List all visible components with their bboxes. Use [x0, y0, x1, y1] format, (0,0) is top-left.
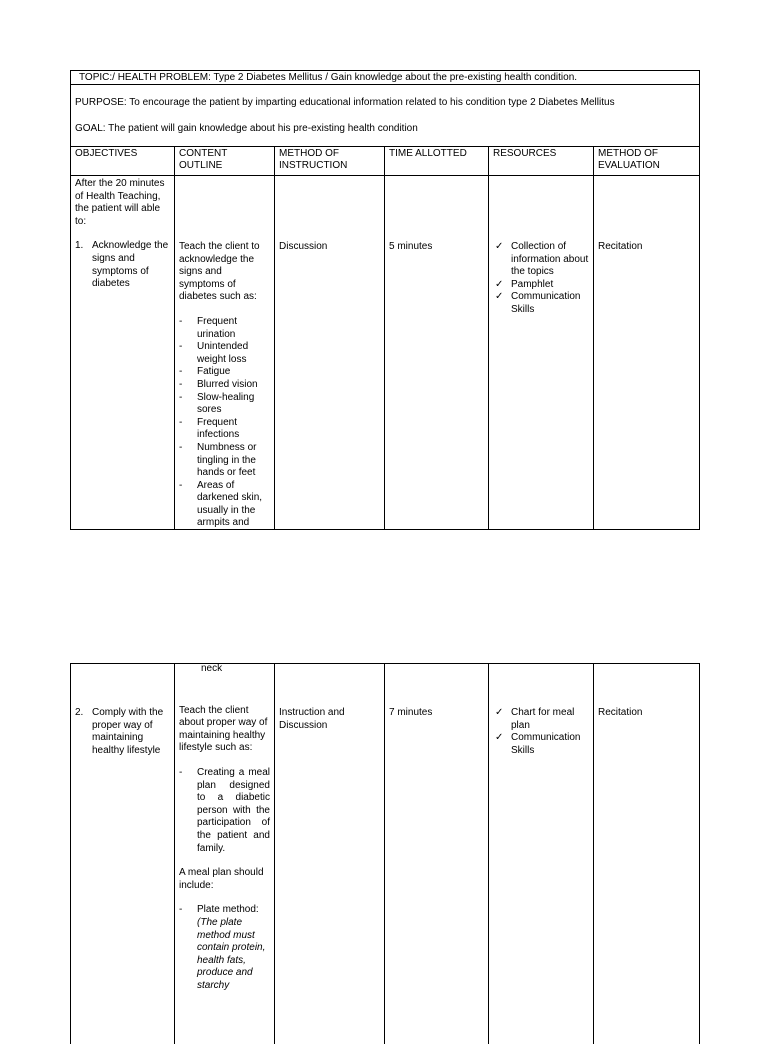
column-header-row	[71, 147, 699, 176]
col-header-method-of-instruction: METHOD OF INSTRUCTION	[275, 147, 385, 175]
evaluation-cell	[594, 176, 699, 529]
list-item: ✓ Chart for meal plan	[495, 707, 575, 731]
list-item: ✓ Collection of information about the topics	[495, 241, 589, 278]
time-cell	[385, 664, 489, 1044]
list-item: - Blurred vision	[179, 378, 258, 390]
check-icon: ✓	[495, 278, 504, 290]
col-header-objectives: OBJECTIVES	[71, 147, 175, 175]
objectives-cell	[71, 176, 175, 529]
lesson-plan-table-part-2	[70, 663, 700, 1044]
content-intro: Teach the client to acknowledge the signs and symptoms of diabetes such as:	[179, 241, 260, 303]
table-row	[71, 664, 699, 1044]
list-item: - Frequent urination	[179, 315, 238, 340]
list-item: - Numbness or tingling in the hands or feet	[179, 441, 257, 479]
method-cell	[275, 664, 385, 1044]
list-item: - Fatigue	[179, 366, 231, 378]
resources-list	[493, 241, 589, 317]
check-icon: ✓	[495, 707, 504, 718]
objective-text: Comply with the proper way of maintaining healthy lifestyle	[92, 707, 164, 756]
plate-method-note: (The plate method must contain protein, health fats, produce and starchy	[197, 916, 266, 991]
objective-item	[75, 707, 170, 757]
meal-plan-list	[179, 904, 270, 992]
objective-number: 2.	[75, 707, 84, 718]
topic-line: TOPIC:/ HEALTH PROBLEM: Type 2 Diabetes Mellitus / Gain knowledge about the pre-existing health condition.	[71, 71, 699, 85]
time-text: 5 minutes	[389, 241, 433, 252]
list-item: - Creating a meal plan designed to a diabetic person with the participation of the patient and family.	[179, 766, 270, 854]
list-item: - Frequent infections	[179, 416, 240, 441]
list-item: - Plate method: (The plate method must contain protein, health fats, produce and starchy	[179, 904, 266, 991]
resources-cell	[489, 664, 594, 1044]
intro-text: After the 20 minutes of Health Teaching, the patient will able to:	[75, 178, 165, 227]
list-item: ✓ Communication Skills	[495, 291, 581, 315]
method-text: Instruction and Discussion	[279, 707, 345, 731]
check-icon: ✓	[495, 291, 504, 303]
symptom-list	[179, 316, 270, 530]
list-item: ✓ Pamphlet	[495, 278, 554, 290]
content-intro-2: A meal plan should include:	[179, 867, 264, 891]
evaluation-text: Recitation	[598, 241, 643, 252]
list-item: - Unintended weight loss	[179, 341, 249, 365]
method-text: Discussion	[279, 241, 328, 252]
purpose-line: PURPOSE: To encourage the patient by imparting educational information related to his condition type 2 Diabetes Mellitus	[75, 97, 615, 108]
objectives-cell	[71, 664, 175, 1044]
list-item: - Areas of darkened skin, usually in the armpits and	[179, 479, 263, 529]
time-cell	[385, 176, 489, 529]
evaluation-text: Recitation	[598, 707, 643, 718]
list-item: ✓ Communication Skills	[495, 732, 581, 756]
lesson-plan-table-part-1	[70, 70, 700, 530]
col-header-resources: RESOURCES	[489, 147, 594, 175]
content-intro: Teach the client about proper way of maintaining healthy lifestyle such as:	[179, 704, 268, 754]
continued-text: neck	[201, 663, 223, 674]
objective-item	[75, 240, 170, 290]
goal-line: GOAL: The patient will gain knowledge about his pre-existing health condition	[71, 119, 699, 147]
col-header-content-outline: CONTENT OUTLINE	[175, 147, 275, 175]
plate-method-label: Plate method:	[197, 904, 259, 916]
objective-number: 1.	[75, 240, 84, 252]
objective-text: Acknowledge the signs and symptoms of diabetes	[92, 240, 169, 290]
resources-list	[493, 707, 589, 757]
evaluation-cell	[594, 664, 699, 1044]
col-header-time-allotted: TIME ALLOTTED	[385, 147, 489, 175]
lifestyle-list	[179, 767, 270, 855]
method-cell	[275, 176, 385, 529]
time-text: 7 minutes	[389, 707, 433, 718]
content-outline-cell	[175, 176, 275, 529]
col-header-method-of-evaluation: METHOD OF EVALUATION	[598, 148, 660, 171]
table-row	[71, 176, 699, 529]
resources-cell	[489, 176, 594, 529]
content-outline-cell	[175, 664, 275, 1044]
check-icon: ✓	[495, 732, 504, 744]
check-icon: ✓	[495, 241, 504, 252]
list-item: - Slow-healing sores	[179, 391, 255, 416]
